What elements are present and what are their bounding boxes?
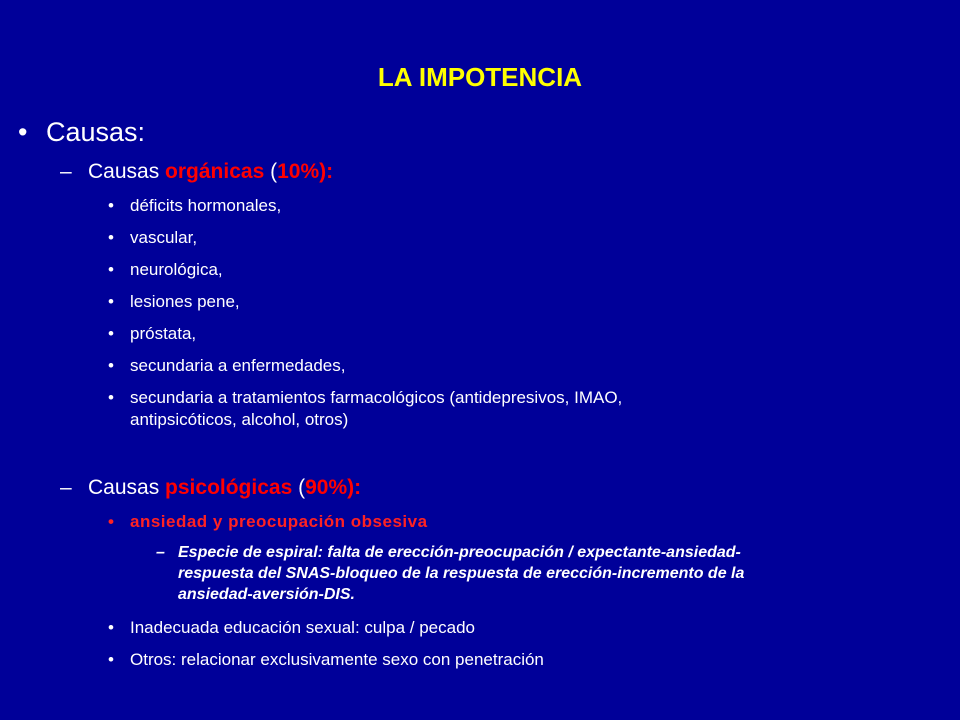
section-keyword: psicológicas — [165, 476, 293, 499]
detail-line: ansiedad-aversión-DIS. — [178, 586, 355, 603]
section-psychological-heading — [88, 476, 361, 500]
bullet-marker: • — [108, 356, 114, 375]
bullet-marker: • — [108, 324, 114, 343]
paren-close: ): — [347, 476, 362, 499]
section-percent: 90% — [305, 476, 348, 499]
paren-open: ( — [264, 160, 278, 183]
bullet-marker: • — [108, 292, 114, 311]
bullet-marker: • — [108, 512, 114, 531]
dash-marker: – — [156, 544, 165, 561]
bullet-marker: • — [108, 618, 114, 637]
list-item: secundaria a enfermedades, — [130, 356, 346, 375]
section-percent: 10% — [277, 160, 320, 183]
detail-line: respuesta del SNAS-bloqueo de la respuesta de erección-incremento de la — [178, 565, 745, 582]
bullet-marker: • — [108, 388, 114, 407]
section-organic-heading — [88, 160, 333, 184]
section-keyword: orgánicas — [165, 160, 265, 183]
sub-heading-anxiety: ansiedad y preocupación obsesiva — [130, 512, 428, 531]
dash-marker: – — [60, 476, 72, 499]
detail-line: Especie de espiral: falta de erección-preocupación / expectante-ansiedad- — [178, 544, 741, 561]
list-item: vascular, — [130, 228, 198, 247]
main-heading: Causas: — [46, 117, 146, 147]
paren-close: ): — [319, 160, 334, 183]
dash-marker: – — [60, 160, 72, 183]
bullet-marker: • — [108, 228, 114, 247]
bullet-marker: • — [108, 196, 114, 215]
bullet-marker: • — [18, 117, 28, 147]
bullet-marker: • — [108, 650, 114, 669]
list-item: secundaria a tratamientos farmacológicos (antidepresivos, IMAO, — [130, 388, 623, 407]
list-item: lesiones pene, — [130, 292, 240, 311]
section-prefix: Causas — [88, 476, 166, 499]
main-bullet — [18, 117, 27, 148]
list-item: Otros: relacionar exclusivamente sexo con penetración — [130, 650, 544, 669]
paren-open: ( — [292, 476, 306, 499]
section-prefix: Causas — [88, 160, 166, 183]
list-item: próstata, — [130, 324, 197, 343]
slide-title: LA IMPOTENCIA — [377, 62, 583, 92]
list-item-continuation: antipsicóticos, alcohol, otros) — [130, 410, 349, 429]
bullet-marker: • — [108, 260, 114, 279]
list-item: Inadecuada educación sexual: culpa / pecado — [130, 618, 475, 637]
list-item: neurológica, — [130, 260, 223, 279]
list-item: déficits hormonales, — [130, 196, 282, 215]
